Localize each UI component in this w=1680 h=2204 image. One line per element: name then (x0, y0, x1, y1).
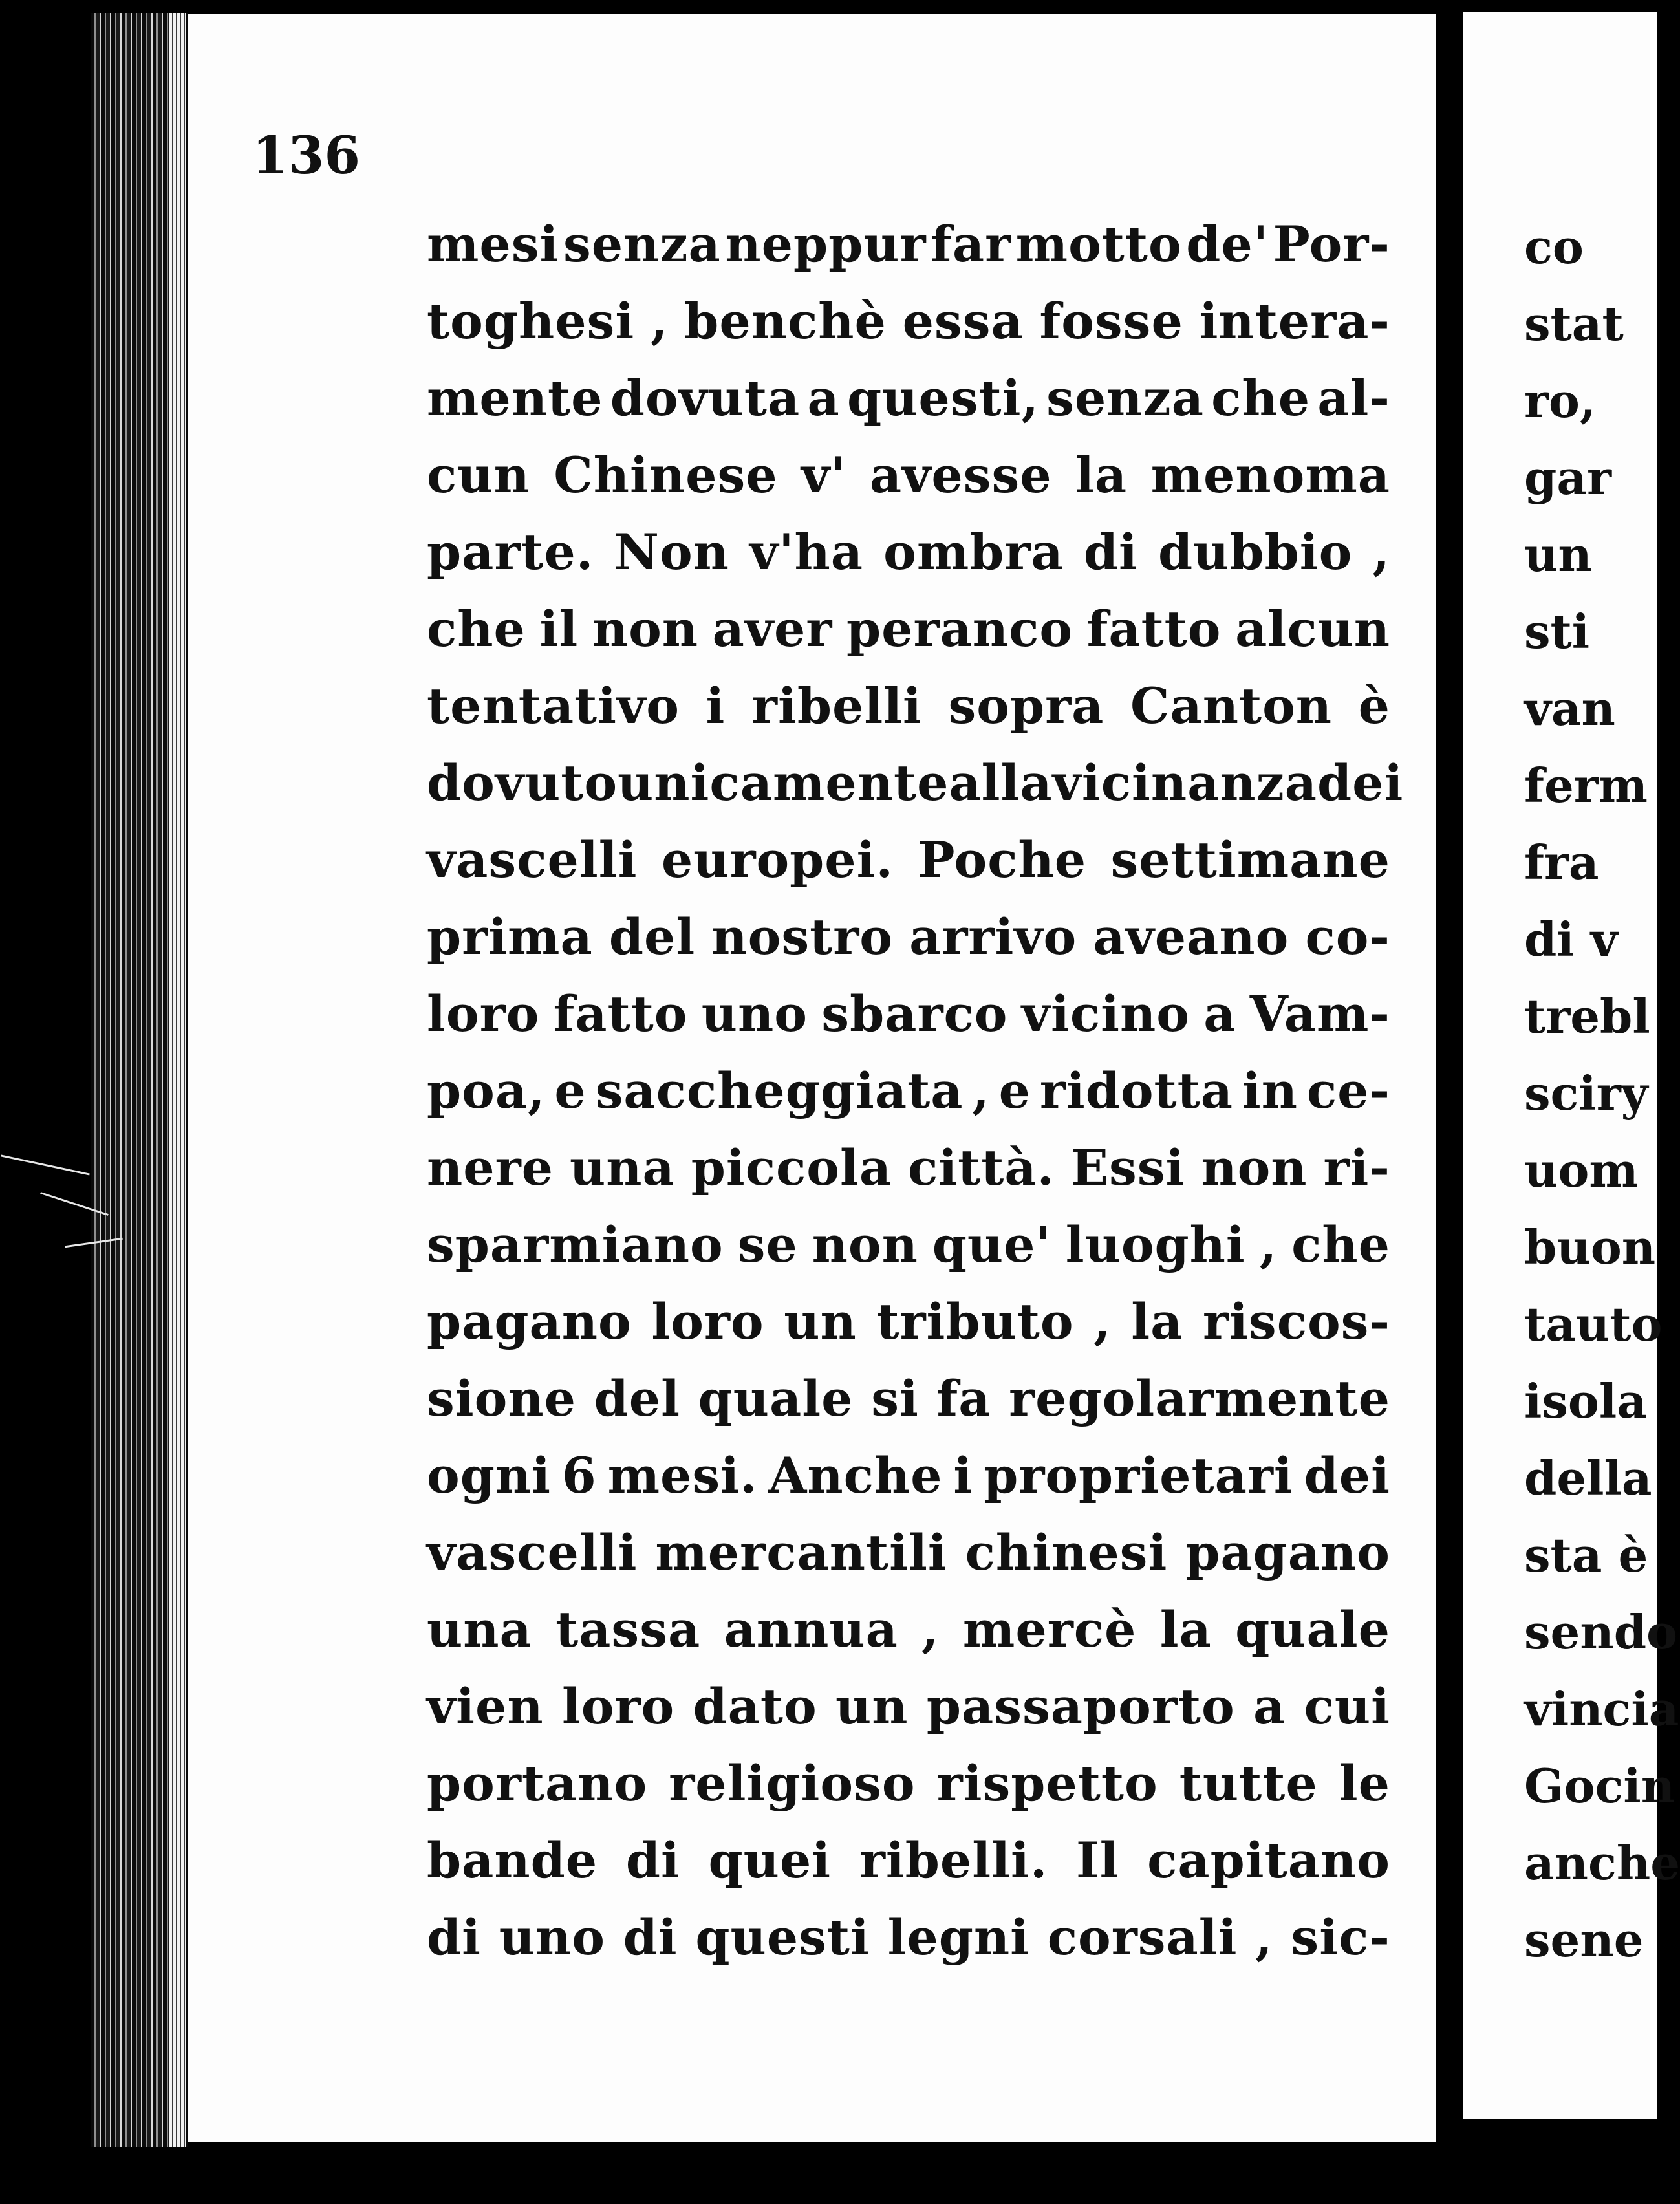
text-line: sparmiano se non que' luoghi , che (427, 1216, 1390, 1273)
text-line: mente dovuta a questi, senza che al- (427, 369, 1390, 427)
text-line: che il non aver peranco fatto alcun (427, 600, 1390, 658)
text-line: di uno di questi legni corsali , sic- (427, 1908, 1390, 1966)
text-line: vascelli europei. Poche settimane (427, 831, 1390, 889)
text-line: nere una piccola città. Essi non ri- (427, 1139, 1390, 1196)
book-gutter (1437, 0, 1463, 2204)
page-number: 136 (252, 125, 360, 186)
text-line: vien loro dato un passaporto a cui (427, 1678, 1390, 1735)
text-line: dovuto unicamente alla vicinanza dei (427, 754, 1404, 812)
text-line: buon (1524, 1220, 1656, 1275)
text-line: pagano loro un tributo , la riscos- (427, 1293, 1390, 1350)
text-line: un (1524, 527, 1592, 582)
text-line: toghesi , benchè essa fosse intera- (427, 292, 1390, 350)
text-line: sene (1524, 1912, 1644, 1967)
text-line: anche (1524, 1835, 1680, 1890)
text-line: ogni 6 mesi. Anche i proprietari dei (427, 1447, 1390, 1504)
text-line: della (1524, 1451, 1652, 1506)
text-line: di v (1524, 912, 1618, 967)
text-line: vascelli mercantili chinesi pagano (427, 1524, 1390, 1581)
right-page-text (1524, 208, 1680, 1978)
margin-mark (1, 1154, 90, 1175)
text-line: uom (1524, 1143, 1639, 1198)
page-edges-light (169, 13, 186, 2147)
text-line: loro fatto uno sbarco vicino a Vam- (427, 985, 1390, 1043)
text-line: isola (1524, 1374, 1647, 1429)
text-line: trebl (1524, 989, 1650, 1044)
text-line: una tassa annua , mercè la quale (427, 1601, 1390, 1658)
text-line: tauto (1524, 1297, 1663, 1352)
text-line: sta è (1524, 1528, 1648, 1583)
text-line: prima del nostro arrivo aveano co- (427, 908, 1390, 966)
text-line: gar (1524, 450, 1611, 505)
text-line: sione del quale si fa regolarmente (427, 1370, 1390, 1427)
text-line: poa, e saccheggiata , e ridotta in ce- (427, 1062, 1390, 1119)
text-line: sti (1524, 604, 1590, 659)
text-line: co (1524, 219, 1584, 274)
text-line: parte. Non v'ha ombra di dubbio , (427, 523, 1390, 581)
text-line: vincia (1524, 1681, 1679, 1736)
text-line: stat (1524, 296, 1624, 351)
text-line: ro, (1524, 373, 1597, 428)
text-line: bande di quei ribelli. Il capitano (427, 1831, 1390, 1889)
text-line: cun Chinese v' avesse la menoma (427, 446, 1390, 504)
text-line: van (1524, 681, 1615, 736)
text-line: sciry (1524, 1066, 1648, 1121)
text-line: portano religioso rispetto tutte le (427, 1755, 1390, 1812)
text-line: tentativo i ribelli sopra Canton è (427, 677, 1390, 735)
left-page-text (427, 206, 1404, 1976)
text-line: ferm (1524, 758, 1648, 813)
text-line: mesi senza neppur far motto de' Por- (427, 215, 1390, 273)
text-line: Gocin (1524, 1758, 1675, 1813)
text-line: fra (1524, 835, 1599, 890)
text-line: sendo (1524, 1604, 1678, 1659)
